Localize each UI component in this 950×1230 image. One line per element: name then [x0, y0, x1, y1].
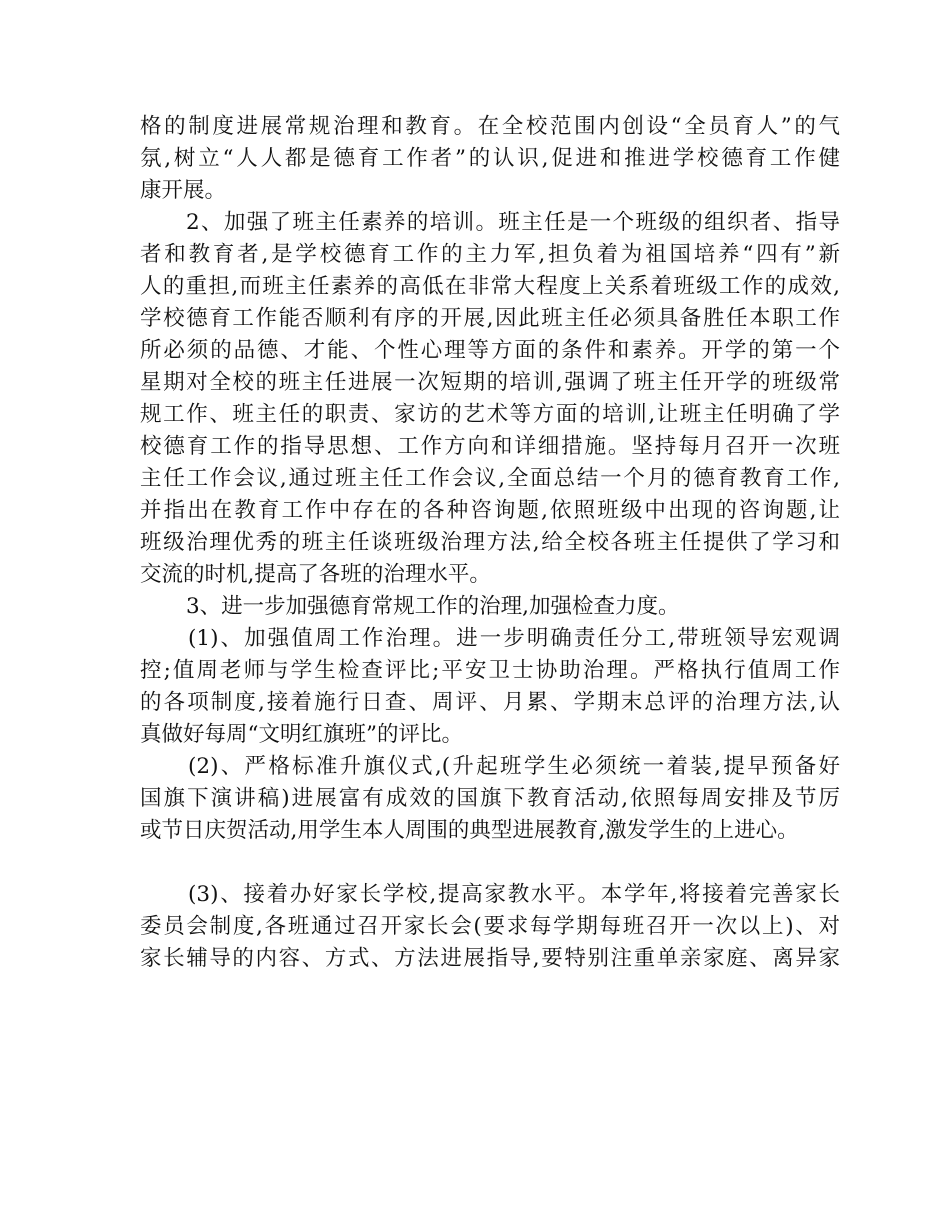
text-line: 人的重担,而班主任素养的高低在非常大程度上关系着班级工作的成效, [140, 274, 840, 299]
text-line: 委员会制度,各班通过召开家长会(要求每学期每班召开一次以上)、对 [140, 914, 840, 939]
text-line: 格的制度进展常规治理和教育。在全校范围内创设“全员育人”的气 [140, 114, 840, 139]
text-line: 的各项制度,接着施行日查、周评、月累、学期末总评的治理方法,认 [140, 690, 840, 715]
text-line: 星期对全校的班主任进展一次短期的培训,强调了班主任开学的班级常 [140, 370, 840, 395]
text-line: 或节日庆贺活动,用学生本人周围的典型进展教育,激发学生的上进心。 [140, 818, 799, 843]
text-line: 2、加强了班主任素养的培训。班主任是一个班级的组织者、指导 [186, 210, 840, 235]
text-line: 交流的时机,提高了各班的治理水平。 [140, 562, 491, 587]
text-line: 所必须的品德、才能、个性心理等方面的条件和素养。开学的第一个 [140, 338, 840, 363]
paragraph-spacer [140, 847, 840, 879]
text-line: (1)、加强值周工作治理。进一步明确责任分工,带班领导宏观调 [188, 626, 840, 651]
text-line: 并指出在教育工作中存在的各种咨询题,依照班级中出现的咨询题,让 [140, 498, 840, 523]
text-line: 主任工作会议,通过班主任工作会议,全面总结一个月的德育教育工作, [140, 466, 840, 491]
text-line: 家长辅导的内容、方式、方法进展指导,要特别注重单亲家庭、离异家 [140, 946, 840, 971]
text-line: (2)、严格标准升旗仪式,(升起班学生必须统一着装,提早预备好 [188, 754, 840, 779]
text-line: 控;值周老师与学生检查评比;平安卫士协助治理。严格执行值周工作 [140, 658, 840, 683]
text-line: 康开展。 [140, 178, 227, 203]
document-body [140, 111, 840, 975]
text-line: 学校德育工作能否顺利有序的开展,因此班主任必须具备胜任本职工作 [140, 306, 840, 331]
text-line: 班级治理优秀的班主任谈班级治理方法,给全校各班主任提供了学习和 [140, 530, 840, 555]
text-line: 真做好每周“文明红旗班”的评比。 [140, 722, 463, 747]
text-line: 氛,树立“人人都是德育工作者”的认识,促进和推进学校德育工作健 [140, 146, 840, 171]
text-line: (3)、接着办好家长学校,提高家教水平。本学年,将接着完善家长 [188, 882, 840, 907]
text-line: 3、进一步加强德育常规工作的治理,加强检查力度。 [186, 594, 680, 619]
text-line: 校德育工作的指导思想、工作方向和详细措施。坚持每月召开一次班 [140, 434, 840, 459]
text-line: 者和教育者,是学校德育工作的主力军,担负着为祖国培养“四有”新 [140, 242, 840, 267]
text-line: 规工作、班主任的职责、家访的艺术等方面的培训,让班主任明确了学 [140, 402, 840, 427]
text-line: 国旗下演讲稿)进展富有成效的国旗下教育活动,依照每周安排及节厉 [140, 786, 840, 811]
